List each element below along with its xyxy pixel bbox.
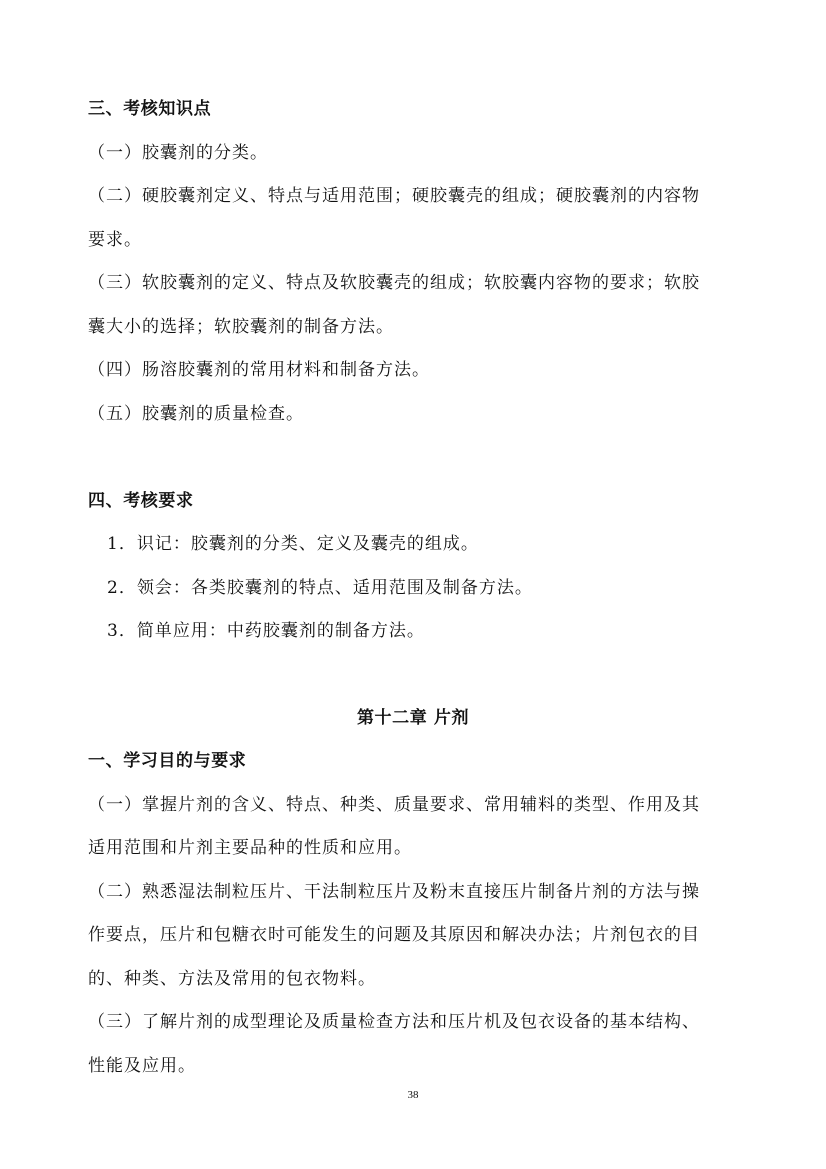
section-3-line: （五）胶囊剂的质量检查。 bbox=[88, 404, 304, 424]
section-3-line: 要求。 bbox=[88, 230, 142, 250]
section-4-heading: 四、考核要求 bbox=[88, 491, 194, 511]
section-3-line: （四）肠溶胶囊剂的常用材料和制备方法。 bbox=[88, 360, 430, 380]
chapter-section-1-line: （一）掌握片剂的含义、特点、种类、质量要求、常用辅料的类型、作用及其 bbox=[88, 795, 700, 815]
section-3-heading: 三、考核知识点 bbox=[88, 99, 212, 119]
section-4-item: 1．识记：胶囊剂的分类、定义及囊壳的组成。 bbox=[107, 534, 479, 554]
chapter-section-1-line: 性能及应用。 bbox=[88, 1056, 196, 1076]
chapter-section-1-line: 的、种类、方法及常用的包衣物料。 bbox=[88, 969, 376, 989]
page-number: 38 bbox=[407, 1089, 419, 1101]
section-3-line: （二）硬胶囊剂定义、特点与适用范围；硬胶囊壳的组成；硬胶囊剂的内容物 bbox=[88, 186, 700, 206]
chapter-section-1-line: 作要点，压片和包糖衣时可能发生的问题及其原因和解决办法；片剂包衣的目 bbox=[88, 925, 700, 945]
chapter-section-1-line: （三）了解片剂的成型理论及质量检查方法和压片机及包衣设备的基本结构、 bbox=[88, 1012, 700, 1032]
chapter-section-1-line: （二）熟悉湿法制粒压片、干法制粒压片及粉末直接压片制备片剂的方法与操 bbox=[88, 882, 700, 902]
section-3-line: （一）胶囊剂的分类。 bbox=[88, 143, 268, 163]
section-4-item: 2．领会：各类胶囊剂的特点、适用范围及制备方法。 bbox=[107, 578, 533, 598]
chapter-section-1-line: 适用范围和片剂主要品种的性质和应用。 bbox=[88, 838, 412, 858]
section-3-line: （三）软胶囊剂的定义、特点及软胶囊壳的组成；软胶囊内容物的要求；软胶 bbox=[88, 273, 700, 293]
chapter-section-1-heading: 一、学习目的与要求 bbox=[88, 751, 247, 771]
section-3-line: 囊大小的选择；软胶囊剂的制备方法。 bbox=[88, 317, 394, 337]
chapter-title: 第十二章 片剂 bbox=[356, 708, 470, 728]
section-4-item: 3．简单应用：中药胶囊剂的制备方法。 bbox=[107, 621, 425, 641]
